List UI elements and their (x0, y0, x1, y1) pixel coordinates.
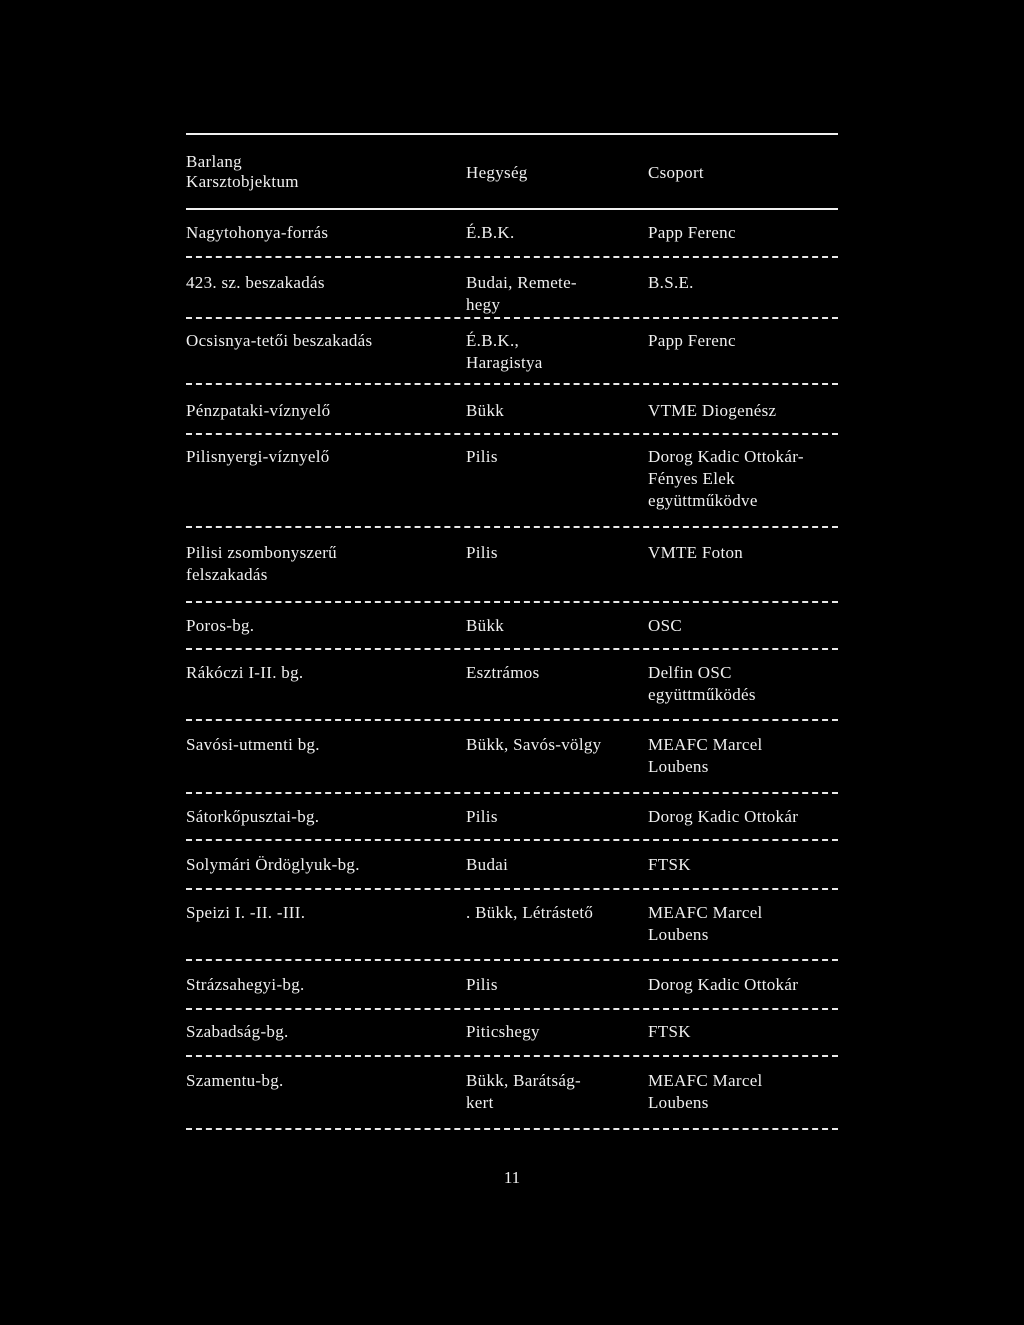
row-region-text: É.B.K., (466, 331, 520, 350)
row-group-text: Loubens (648, 757, 709, 776)
row-name (186, 615, 254, 637)
row-region-text: Bükk, Savós-völgy (466, 735, 602, 754)
row-group-text: MEAFC Marcel (648, 903, 763, 922)
row-group (648, 222, 736, 244)
table-bottom-rule (186, 1128, 838, 1130)
row-region (466, 1070, 581, 1114)
row-region (466, 615, 504, 637)
row-group-text: Fényes Elek (648, 469, 735, 488)
row-name-text: 423. sz. beszakadás (186, 273, 325, 292)
row-group-text: FTSK (648, 855, 691, 874)
row-group-text: együttműködve (648, 491, 758, 510)
row-name (186, 902, 305, 924)
row-name (186, 974, 305, 996)
row-group-text: együttműködés (648, 685, 756, 704)
row-divider (186, 526, 838, 528)
page-number: 11 (503, 1168, 521, 1187)
row-name-text: Pénzpataki-víznyelő (186, 401, 331, 420)
row-name-text: Pilisnyergi-víznyelő (186, 447, 330, 466)
row-region (466, 330, 543, 374)
row-group-text: Dorog Kadic Ottokár (648, 975, 799, 994)
row-region-text: Haragistya (466, 353, 543, 372)
row-name (186, 446, 330, 468)
row-name (186, 272, 325, 294)
row-region (466, 272, 577, 316)
row-name-text: Rákóczi I-II. bg. (186, 663, 304, 682)
row-region-text: Piticshegy (466, 1022, 540, 1041)
row-group (648, 330, 736, 352)
row-name (186, 222, 328, 244)
row-name-text: Nagytohonya-forrás (186, 223, 329, 242)
row-group-text: Dorog Kadic Ottokár (648, 807, 799, 826)
row-divider (186, 719, 838, 721)
header-mountain: Hegység (466, 163, 528, 182)
row-group-text: Delfin OSC (648, 663, 732, 682)
row-group (648, 400, 776, 422)
row-group (648, 272, 694, 294)
row-region (466, 974, 498, 996)
row-group (648, 662, 756, 706)
row-group-text: B.S.E. (648, 273, 694, 292)
header-cave-line-2: Karsztobjektum (186, 172, 299, 191)
row-name-text: felszakadás (186, 565, 268, 584)
row-region (466, 542, 498, 564)
row-divider (186, 648, 838, 650)
row-divider (186, 888, 838, 890)
row-region-text: Pilis (466, 543, 498, 562)
header-cave-line-1: Barlang (186, 152, 242, 171)
table-top-rule (186, 133, 838, 135)
row-divider (186, 839, 838, 841)
row-group (648, 974, 798, 996)
row-divider (186, 959, 838, 961)
row-region (466, 1021, 540, 1043)
row-name (186, 806, 319, 828)
row-region-text: hegy (466, 295, 501, 314)
row-name (186, 542, 337, 586)
row-group-text: Loubens (648, 1093, 709, 1112)
row-name (186, 400, 330, 422)
row-name (186, 662, 303, 684)
row-name-text: Solymári Ördöglyuk-bg. (186, 855, 360, 874)
row-name (186, 1021, 289, 1043)
row-divider (186, 383, 838, 385)
row-name-text: Savósi-utmenti bg. (186, 735, 320, 754)
row-region-text: . Bükk, Létrástető (466, 903, 594, 922)
header-cave (186, 152, 299, 192)
row-region-text: Pilis (466, 807, 498, 826)
row-divider (186, 1055, 838, 1057)
row-region (466, 902, 593, 924)
row-group (648, 806, 798, 828)
header-group: Csoport (648, 163, 704, 182)
row-group-text: Loubens (648, 925, 709, 944)
row-region (466, 222, 515, 244)
row-name-text: Sátorkőpusztai-bg. (186, 807, 320, 826)
row-group-text: Papp Ferenc (648, 223, 736, 242)
row-region-text: Bükk, Barátság- (466, 1071, 581, 1090)
row-name-text: Pilisi zsombonyszerű (186, 543, 337, 562)
row-group-text: VMTE Foton (648, 543, 744, 562)
row-region-text: Pilis (466, 975, 498, 994)
row-divider (186, 792, 838, 794)
row-name (186, 854, 360, 876)
row-group (648, 734, 763, 778)
row-name-text: Szabadság-bg. (186, 1022, 289, 1041)
row-name (186, 734, 320, 756)
row-group (648, 854, 691, 876)
row-region (466, 400, 504, 422)
row-group (648, 542, 743, 564)
row-region-text: Esztrámos (466, 663, 540, 682)
row-divider (186, 433, 838, 435)
row-region-text: Bükk (466, 616, 505, 635)
row-name-text: Strázsahegyi-bg. (186, 975, 305, 994)
row-region (466, 806, 498, 828)
row-region-text: Bükk (466, 401, 505, 420)
row-name-text: Poros-bg. (186, 616, 255, 635)
row-region-text: Pilis (466, 447, 498, 466)
row-region (466, 662, 540, 684)
row-region-text: É.B.K. (466, 223, 515, 242)
row-name (186, 1070, 284, 1092)
row-region-text: kert (466, 1093, 494, 1112)
row-group-text: Papp Ferenc (648, 331, 736, 350)
row-group (648, 1021, 691, 1043)
row-group-text: FTSK (648, 1022, 691, 1041)
row-region (466, 446, 498, 468)
row-divider (186, 1008, 838, 1010)
row-group-text: Dorog Kadic Ottokár- (648, 447, 804, 466)
row-group (648, 902, 763, 946)
row-region-text: Budai (466, 855, 509, 874)
row-divider (186, 601, 838, 603)
row-name-text: Ocsisnya-tetői beszakadás (186, 331, 373, 350)
row-group-text: MEAFC Marcel (648, 1071, 763, 1090)
row-name-text: Szamentu-bg. (186, 1071, 284, 1090)
header-bottom-rule (186, 208, 838, 210)
row-group (648, 615, 682, 637)
row-divider (186, 317, 838, 319)
row-region (466, 854, 508, 876)
row-group (648, 446, 804, 512)
row-group-text: OSC (648, 616, 682, 635)
row-group-text: MEAFC Marcel (648, 735, 763, 754)
row-group (648, 1070, 763, 1114)
row-name-text: Speizi I. -II. -III. (186, 903, 306, 922)
row-region-text: Budai, Remete- (466, 273, 577, 292)
row-divider (186, 256, 838, 258)
row-group-text: VTME Diogenész (648, 401, 777, 420)
row-region (466, 734, 601, 756)
row-name (186, 330, 372, 352)
